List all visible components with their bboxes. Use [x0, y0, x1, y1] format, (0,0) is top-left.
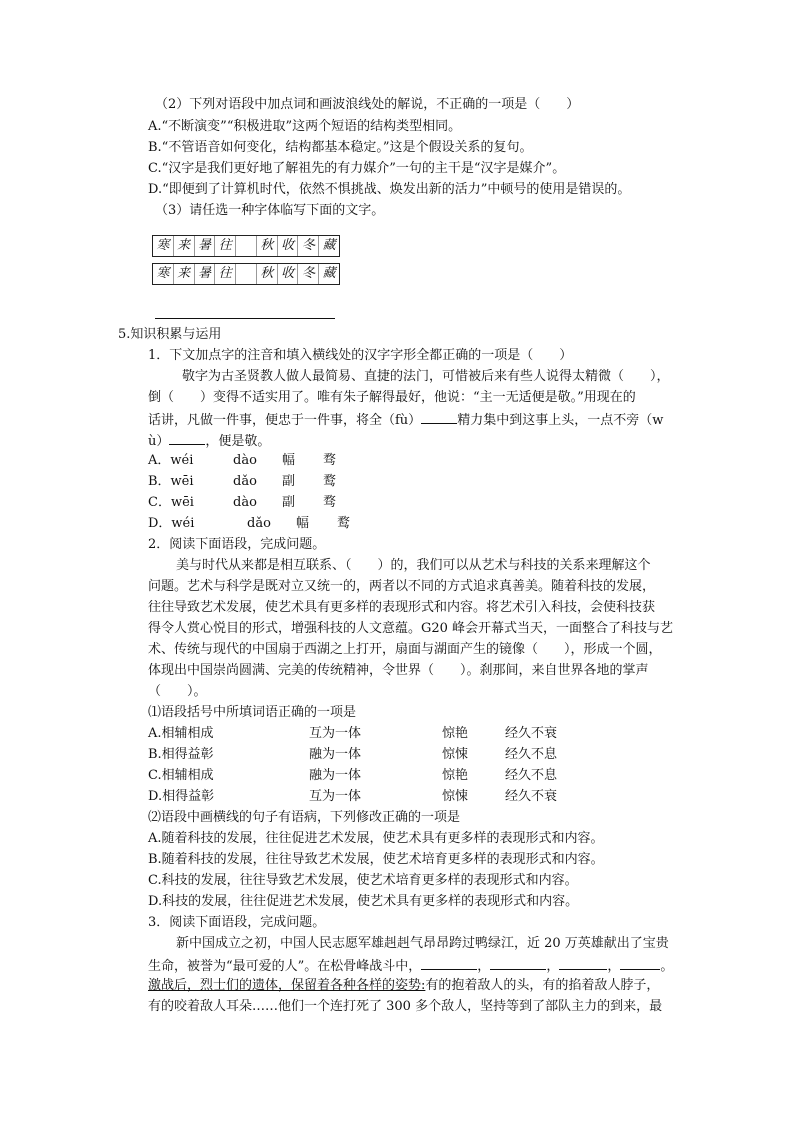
- option-letter-pinyin: B．wēi: [148, 474, 194, 489]
- fill-blank: [421, 956, 477, 970]
- option-letter-pinyin: D．wéi: [148, 516, 195, 531]
- option-char: 副: [282, 474, 296, 489]
- passage-text: 有的抱着敌人的头，有的掐着敌人脖子，: [425, 978, 660, 993]
- calli-char: 暑: [195, 236, 216, 256]
- passage-text: 生命，被誉为“最可爱的人”。在松骨峰战斗中，: [148, 959, 422, 974]
- item2-sub2-option: C.科技的发展，往往导致艺术发展，使艺术培育更多样的表现形式和内容。: [148, 873, 578, 888]
- option-pinyin: dǎo: [247, 516, 271, 531]
- calli-char: 暑: [195, 264, 216, 284]
- calli-char: 藏: [322, 266, 336, 281]
- option-word: 惊悚: [442, 747, 469, 762]
- option-char: 鹜: [323, 474, 337, 489]
- option-char: 鹜: [337, 516, 351, 531]
- fill-blank: [421, 410, 457, 424]
- item2-passage-line: 得令人赏心悦目的形式，增强科技的人文意蕴。G20 峰会开幕式当天，一面整合了科技与艺: [148, 621, 674, 636]
- passage-text: 话讲，凡做一件事，便忠于一件事，将全（fù）: [148, 413, 422, 428]
- separator: ，: [546, 959, 560, 974]
- separator: 。: [660, 959, 674, 974]
- option-letter-pinyin: A．wéi: [148, 453, 194, 468]
- item1-passage-line: 敬字为古圣贤教人做人最简易、直捷的法门，可惜被后来有些人说得太精微（ ），: [182, 369, 670, 384]
- q2-option-c: C.“汉字是我们更好地了解祖先的有力媒介”一句的主干是“汉字是媒介”。: [148, 161, 566, 176]
- calli-char: 收: [278, 264, 299, 284]
- calli-char: 秋: [257, 236, 278, 256]
- option-char: 骛: [323, 453, 337, 468]
- calli-gap: [236, 236, 257, 256]
- item2-passage-line: 术、传统与现代的中国扇于西湖之上打开，扇面与湖面产生的镜像（ ），形成一个圆，: [148, 642, 662, 657]
- calli-char: 冬: [298, 236, 319, 256]
- item3-passage-line: [148, 977, 659, 995]
- calli-gap: [236, 264, 257, 284]
- item2-passage-line: 往往导致艺术发展，使艺术具有更多样的表现形式和内容。将艺术引入科技，会使科技获: [148, 600, 656, 615]
- option-word: 互为一体: [309, 726, 362, 741]
- option-word: B.相得益彰: [148, 747, 214, 762]
- item3-passage-line: 有的咬着敌人耳朵……他们一个连打死了 300 多个敌人，坚持等到了部队主力的到来，最: [148, 999, 663, 1014]
- q2-option-d: D.“即便到了计算机时代，依然不惧挑战、焕发出新的活力”中顿号的使用是错误的。: [148, 182, 631, 197]
- fill-blank: [620, 956, 660, 970]
- option-word: 融为一体: [309, 747, 362, 762]
- section-heading: 5.知识积累与运用: [118, 327, 222, 342]
- calligraphy-row-2: [152, 263, 340, 285]
- fill-blank: [490, 956, 546, 970]
- calli-char: 藏: [322, 238, 336, 253]
- item1-passage-line: [148, 431, 270, 451]
- option-word: 惊艳: [442, 768, 469, 783]
- underlined-sentence: 激战后，烈士们的遗体，保留着各种各样的姿势:: [148, 978, 426, 993]
- item2-sub2-stem: ⑵语段中画横线的句子有语病，下列修改正确的一项是: [148, 810, 461, 825]
- writing-line: [155, 318, 335, 319]
- passage-text: ù）: [148, 434, 170, 449]
- option-word: 经久不息: [505, 747, 558, 762]
- option-pinyin: dào: [233, 453, 257, 468]
- calli-char: 秋: [257, 264, 278, 284]
- calli-char: 来: [174, 236, 195, 256]
- q2-option-a: A.“不断演变”“积极进取”这两个短语的结构类型相同。: [148, 119, 462, 134]
- q2-option-b: B.“不管语音如何变化，结构都基本稳定。”这是个假设关系的复句。: [148, 140, 533, 155]
- calli-char: 往: [215, 264, 236, 284]
- q2-stem: （2）下列对语段中加点词和画波浪线处的解说，不正确的一项是（ ）: [155, 97, 580, 112]
- option-char: 副: [282, 495, 296, 510]
- option-word: A.相辅相成: [148, 726, 214, 741]
- item2-sub2-option: A.随着科技的发展，往往促进艺术发展，使艺术具有更多样的表现形式和内容。: [148, 831, 604, 846]
- option-char: 骛: [323, 495, 337, 510]
- calli-char: 往: [215, 236, 236, 256]
- option-word: D.相得益彰: [148, 789, 215, 804]
- separator: ，: [607, 959, 621, 974]
- calligraphy-row-1: [152, 235, 340, 257]
- item2-passage-line: 美与时代从来都是相互联系、（ ）的，我们可以从艺术与科技的关系来理解这个: [176, 558, 651, 573]
- calli-char: 来: [174, 264, 195, 284]
- item2-passage-line: 体现出中国崇尚圆满、完美的传统精神，令世界（ ）。刹那间，来自世界各地的掌声: [148, 663, 649, 678]
- option-char: 幅: [282, 453, 296, 468]
- option-word: 惊悚: [442, 789, 469, 804]
- item1-stem: 1．下文加点字的注音和填入横线处的汉字字形全都正确的一项是（ ）: [148, 348, 573, 363]
- item2-sub2-option: D.科技的发展，往往促进艺术发展，使艺术具有更多样的表现形式和内容。: [148, 894, 579, 909]
- option-word: 经久不衰: [505, 726, 558, 741]
- option-word: 互为一体: [309, 789, 362, 804]
- option-word: 融为一体: [309, 768, 362, 783]
- fill-blank: [169, 431, 205, 445]
- option-char: 幅: [296, 516, 310, 531]
- separator: ，: [477, 959, 491, 974]
- option-word: C.相辅相成: [148, 768, 214, 783]
- item2-passage-line: （ ）。: [148, 684, 207, 699]
- option-word: 惊艳: [442, 726, 469, 741]
- option-letter-pinyin: C．wēi: [148, 495, 194, 510]
- q3-stem: （3）请任选一种字体临写下面的文字。: [155, 203, 385, 218]
- item2-passage-line: 问题。艺术与科学是既对立又统一的，两者以不同的方式追求真善美。随着科技的发展，: [148, 579, 656, 594]
- calli-char: 寒: [153, 236, 174, 256]
- option-word: 经久不衰: [505, 789, 558, 804]
- option-word: 经久不息: [505, 768, 558, 783]
- option-pinyin: dào: [233, 495, 257, 510]
- passage-text: ，便是敬。: [205, 434, 271, 449]
- item3-passage-line: [148, 956, 673, 976]
- calli-char: 冬: [298, 264, 319, 284]
- item3-passage-line: 新中国成立之初，中国人民志愿军雄赳赳气昂昂跨过鸭绿江，近 20 万英雄献出了宝贵: [176, 936, 669, 951]
- item1-passage-line: [148, 410, 663, 430]
- passage-text: 精力集中到这事上头，一点不旁（w: [457, 413, 664, 428]
- calli-char: 收: [278, 236, 299, 256]
- item2-sub1-stem: ⑴语段括号中所填词语正确的一项是: [148, 705, 357, 720]
- calli-char: 寒: [153, 264, 174, 284]
- item2-sub2-option: B.随着科技的发展，往往导致艺术发展，使艺术培育更多样的表现形式和内容。: [148, 852, 604, 867]
- option-pinyin: dǎo: [233, 474, 257, 489]
- item1-passage-line: 倒（ ）变得不适实用了。唯有朱子解得最好，他说：“主一无适便是敬。”用现在的: [148, 390, 636, 405]
- fill-blank: [559, 956, 607, 970]
- item2-stem: 2．阅读下面语段，完成问题。: [148, 537, 326, 552]
- item3-stem: 3．阅读下面语段，完成问题。: [148, 915, 326, 930]
